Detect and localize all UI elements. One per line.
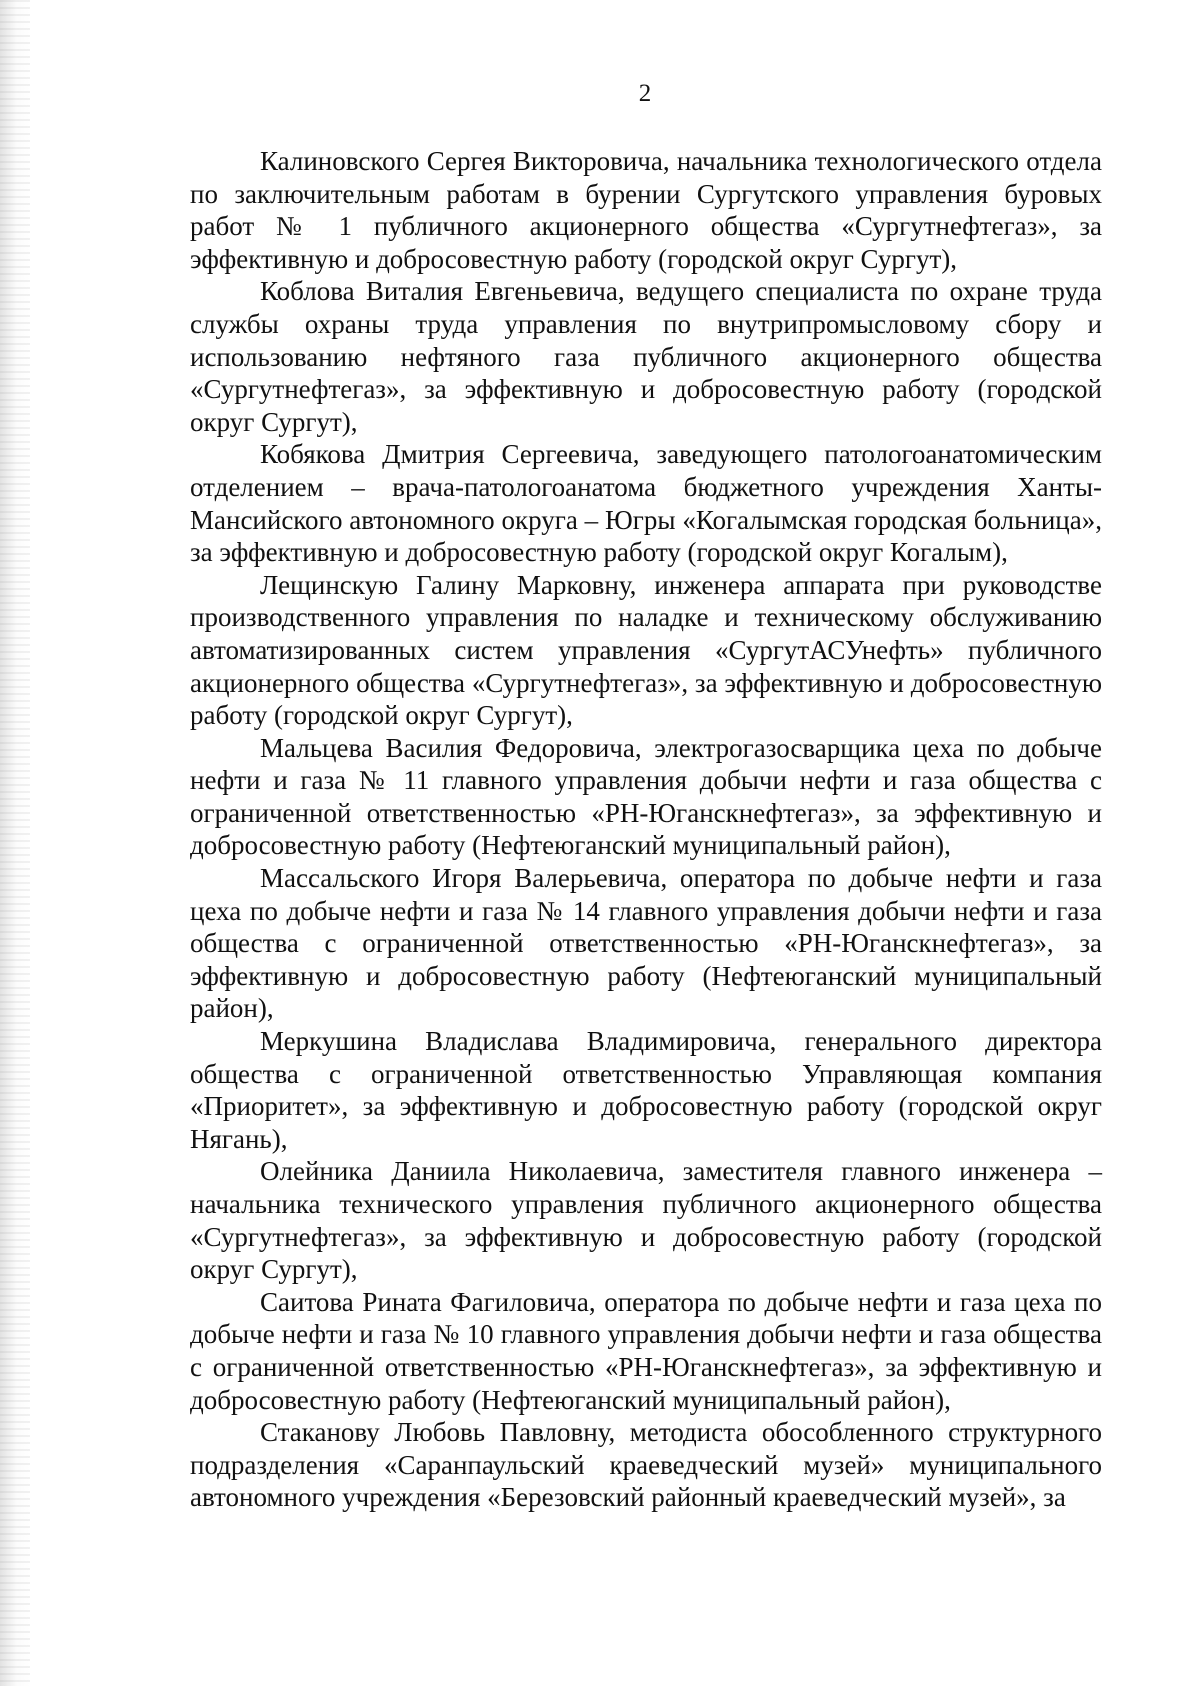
paragraph-koblov: Коблова Виталия Евгеньевича, ведущего специалиста по охране труда службы охраны труда управления по внутрипромысловому сбору и использованию нефтяного газа публичного акционерного общества «Сургутнефтегаз», за эффективную и добросовестную работу (городской округ Сургут),	[190, 276, 1102, 437]
paragraph-saitov: Саитова Рината Фагиловича, оператора по добыче нефти и газа цеха по добыче нефти и газа № 10 главного управления добычи нефти и газа общества с ограниченной ответственностью «РН-Юганскнефтегаз», за эффективную и добросовестную работу (Нефтеюганский муниципальный район),	[190, 1286, 1102, 1415]
page-number: 2	[638, 80, 652, 107]
paragraph-massalsky: Массальского Игоря Валерьевича, оператора по добыче нефти и газа цеха по добыче нефти и газа № 14 главного управления добычи нефти и газа общества с ограниченной ответственностью «РН-Юганскнефтегаз», за эффективную и добросовестную работу (Нефтеюганский муниципальный район),	[190, 863, 1102, 1024]
paragraph-oleynik: Олейника Даниила Николаевича, заместителя главного инженера – начальника технического управления публичного акционерного общества «Сургутнефтегаз», за эффективную и добросовестную работу (городской округ Сургут),	[190, 1156, 1102, 1285]
paragraph-merkushin: Меркушина Владислава Владимировича, генерального директора общества с ограниченной ответственностью Управляющая компания «Приоритет», за эффективную и добросовестную работу (городской округ Нягань),	[190, 1026, 1102, 1154]
paragraph-kalinovsky: Калиновского Сергея Викторовича, начальника технологического отдела по заключительным работам в бурении Сургутского управления буровых работ № 1 публичного акционерного общества «Сургутнефтегаз», за эффективную и добросовестную работу (городской округ Сургут),	[190, 146, 1102, 274]
paragraph-maltsev: Мальцева Василия Федоровича, электрогазосварщика цеха по добыче нефти и газа № 11 главного управления добычи нефти и газа общества с ограниченной ответственностью «РН-Юганскнефтегаз», за эффективную и добросовестную работу (Нефтеюганский муниципальный район),	[190, 732, 1102, 861]
scan-edge-shadow	[0, 0, 30, 1686]
paragraph-stakanova: Стаканову Любовь Павловну, методиста обособленного структурного подразделения «Саранпаульский краеведческий музей» муниципального автономного учреждения «Березовский районный краеведческий музей», за	[190, 1417, 1102, 1513]
paragraph-leshchinskaya: Лещинскую Галину Марковну, инженера аппарата при руководстве производственного управления по наладке и техническому обслуживанию автоматизированных систем управления «СургутАСУнефть» публичного акционерного общества «Сургутнефтегаз», за эффективную и добросовестную работу (городской округ Сургут),	[190, 569, 1102, 731]
document-body	[190, 145, 1102, 1514]
paragraph-kobyakov: Кобякова Дмитрия Сергеевича, заведующего патологоанатомическим отделением – врача-патологоанатома бюджетного учреждения Ханты-Мансийского автономного округа – Югры «Когалымская городская больница», за эффективную и добросовестную работу (городской округ Когалым),	[190, 439, 1102, 568]
